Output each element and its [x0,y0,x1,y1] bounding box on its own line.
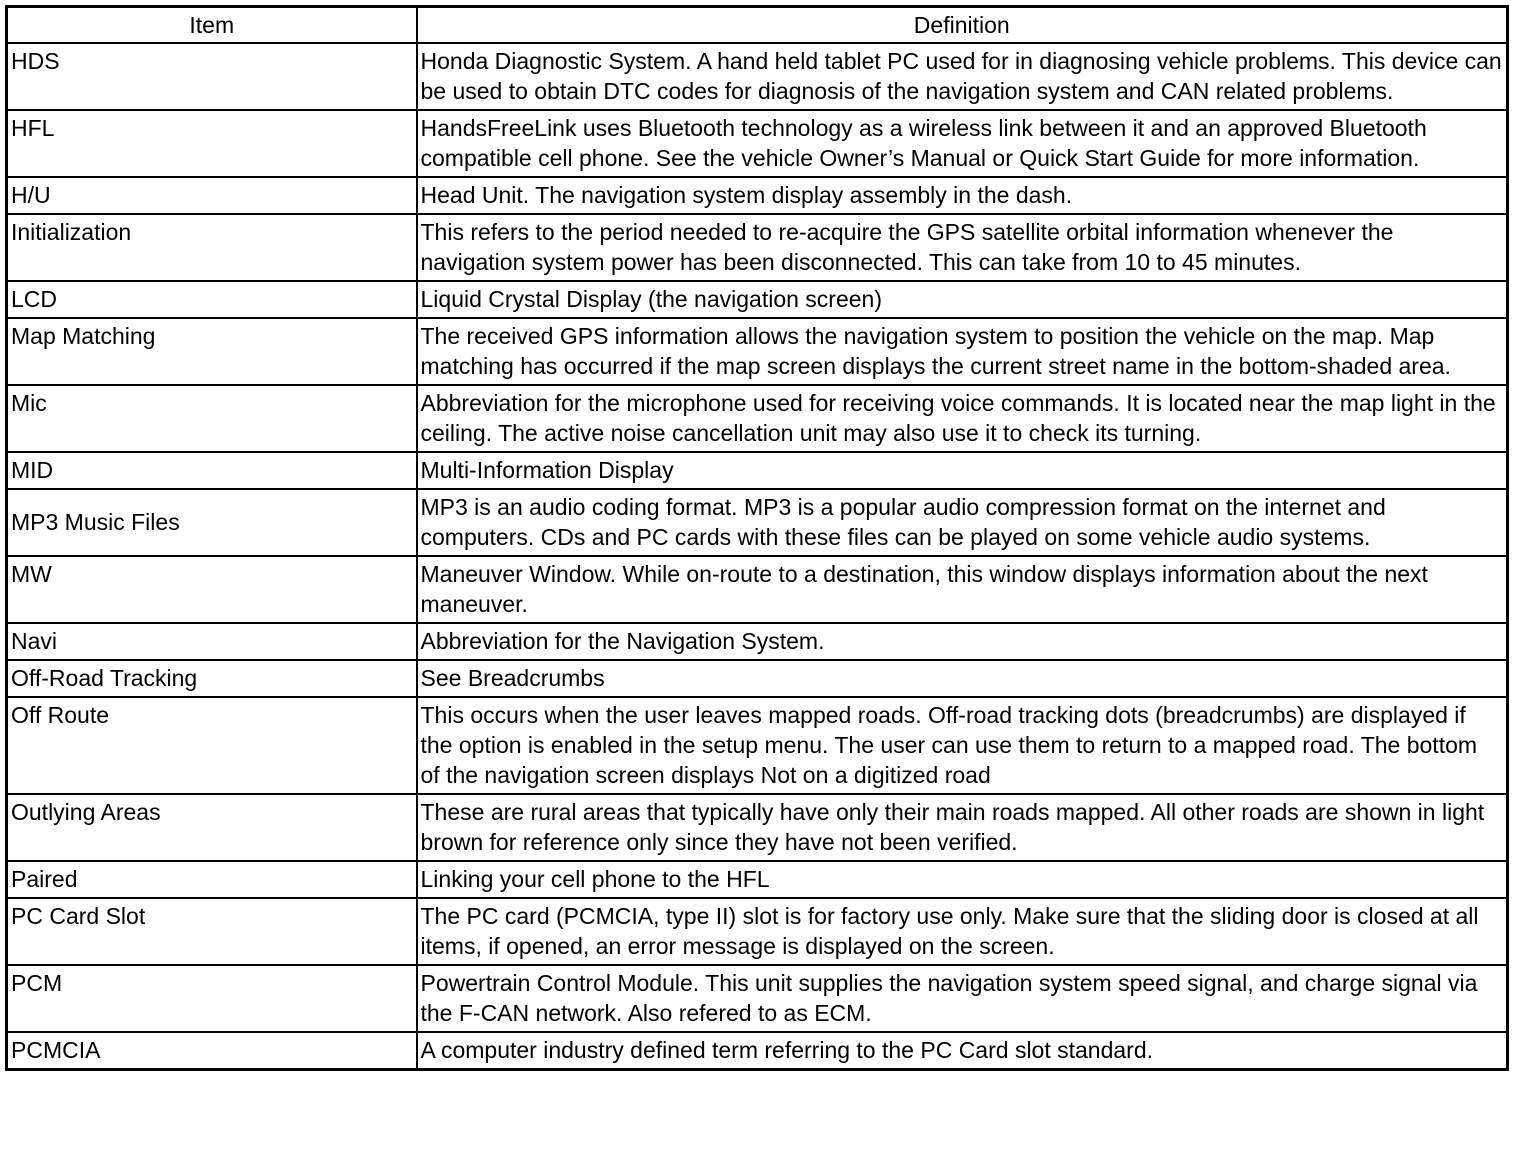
header-item: Item [7,7,417,44]
item-term: Off Route [7,697,417,794]
table-row [7,385,1508,452]
item-definition: Linking your cell phone to the HFL [417,861,1508,898]
table-row [7,214,1508,281]
item-term: LCD [7,281,417,318]
item-definition: MP3 is an audio coding format. MP3 is a popular audio compression format on the internet and computers. CDs and PC cards with these files can be played on some vehicle audio systems. [417,489,1508,556]
table-body [7,43,1508,1070]
table-row [7,43,1508,110]
item-term: Off-Road Tracking [7,660,417,697]
item-definition: Abbreviation for the Navigation System. [417,623,1508,660]
table-row [7,281,1508,318]
item-term: Initialization [7,214,417,281]
item-definition: See Breadcrumbs [417,660,1508,697]
table-row [7,489,1508,556]
item-term: PCMCIA [7,1032,417,1070]
item-term: MW [7,556,417,623]
item-definition: This refers to the period needed to re-acquire the GPS satellite orbital information whenever the navigation system power has been disconnected. This can take from 10 to 45 minutes. [417,214,1508,281]
table-row [7,697,1508,794]
item-definition: The received GPS information allows the navigation system to position the vehicle on the map. Map matching has occurred if the map screen displays the current street name in the bottom-shaded area. [417,318,1508,385]
item-term: H/U [7,177,417,214]
table-row [7,1032,1508,1070]
table-row [7,623,1508,660]
item-definition: The PC card (PCMCIA, type II) slot is for factory use only. Make sure that the sliding door is closed at all items, if opened, an error message is displayed on the screen. [417,898,1508,965]
item-term: Mic [7,385,417,452]
table-row [7,110,1508,177]
glossary-table [5,5,1509,1071]
table-row [7,861,1508,898]
item-term: Navi [7,623,417,660]
item-definition: These are rural areas that typically have only their main roads mapped. All other roads are shown in light brown for reference only since they have not been verified. [417,794,1508,861]
table-row [7,556,1508,623]
table-row [7,452,1508,489]
item-term: PCM [7,965,417,1032]
item-term: HDS [7,43,417,110]
item-term: PC Card Slot [7,898,417,965]
item-definition: Maneuver Window. While on-route to a destination, this window displays information about the next maneuver. [417,556,1508,623]
item-definition: HandsFreeLink uses Bluetooth technology as a wireless link between it and an approved Bluetooth compatible cell phone. See the vehicle Owner’s Manual or Quick Start Guide for more information. [417,110,1508,177]
item-definition: Head Unit. The navigation system display assembly in the dash. [417,177,1508,214]
item-definition: Honda Diagnostic System. A hand held tablet PC used for in diagnosing vehicle problems. This device can be used to obtain DTC codes for diagnosis of the navigation system and CAN related problems. [417,43,1508,110]
item-term: Paired [7,861,417,898]
item-definition: Multi-Information Display [417,452,1508,489]
item-definition: Powertrain Control Module. This unit supplies the navigation system speed signal, and charge signal via the F-CAN network. Also refered to as ECM. [417,965,1508,1032]
item-definition: This occurs when the user leaves mapped roads. Off-road tracking dots (breadcrumbs) are displayed if the option is enabled in the setup menu. The user can use them to return to a mapped road. The bottom of the navigation screen displays Not on a digitized road [417,697,1508,794]
item-definition: Liquid Crystal Display (the navigation screen) [417,281,1508,318]
header-definition: Definition [417,7,1508,44]
table-row [7,318,1508,385]
table-row [7,660,1508,697]
item-term: Map Matching [7,318,417,385]
item-term: MP3 Music Files [7,489,417,556]
item-term: MID [7,452,417,489]
item-term: HFL [7,110,417,177]
table-row [7,794,1508,861]
item-definition: A computer industry defined term referring to the PC Card slot standard. [417,1032,1508,1070]
table-row [7,177,1508,214]
item-definition: Abbreviation for the microphone used for receiving voice commands. It is located near the map light in the ceiling. The active noise cancellation unit may also use it to check its turning. [417,385,1508,452]
table-row [7,898,1508,965]
item-term: Outlying Areas [7,794,417,861]
table-header-row [7,7,1508,44]
table-row [7,965,1508,1032]
